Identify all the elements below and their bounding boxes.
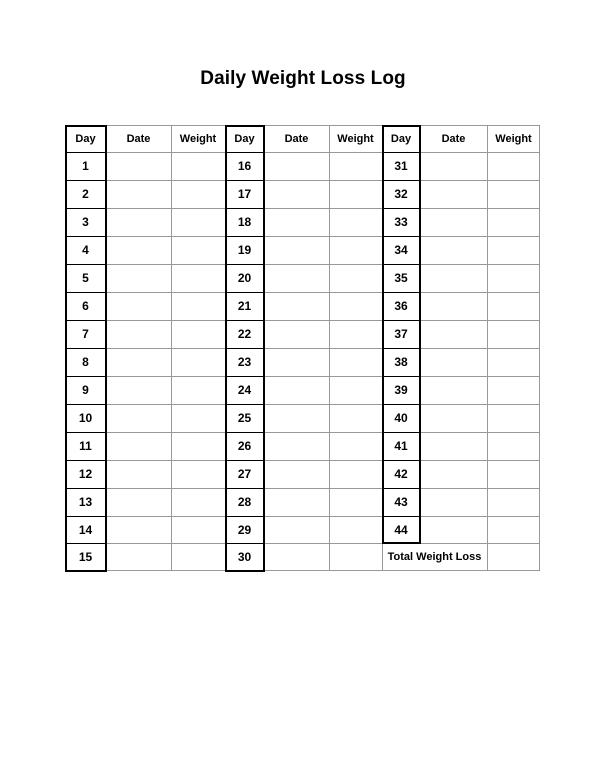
- weight-entry-cell[interactable]: [487, 404, 540, 432]
- day-row-divider: [225, 432, 265, 433]
- date-entry-cell[interactable]: [264, 516, 329, 543]
- weight-entry-cell[interactable]: [329, 376, 382, 404]
- day-row-divider: [382, 152, 421, 153]
- day-number: 13: [78, 495, 93, 509]
- day-row-divider: [65, 376, 107, 377]
- day-number: 22: [237, 327, 252, 341]
- day-number: 6: [82, 299, 89, 313]
- column-header-weight: Weight: [337, 132, 374, 145]
- day-number: 14: [78, 522, 93, 537]
- column-header-date: Date: [441, 132, 466, 145]
- date-entry-cell[interactable]: [420, 488, 487, 516]
- day-row-divider: [65, 236, 107, 237]
- day-row-divider: [382, 320, 421, 321]
- day-row-divider: [382, 376, 421, 377]
- date-entry-cell[interactable]: [264, 432, 329, 460]
- weight-entry-cell[interactable]: [171, 348, 225, 376]
- date-entry-cell[interactable]: [106, 348, 171, 376]
- weight-entry-cell[interactable]: [171, 460, 225, 488]
- date-entry-cell[interactable]: [106, 543, 171, 571]
- date-entry-cell[interactable]: [264, 460, 329, 488]
- weight-entry-cell[interactable]: [487, 152, 540, 180]
- day-number: 25: [237, 411, 252, 425]
- date-entry-cell[interactable]: [264, 488, 329, 516]
- column-header-day: Day: [390, 132, 412, 145]
- date-entry-cell[interactable]: [420, 180, 487, 208]
- day-row-divider: [65, 460, 107, 461]
- weight-entry-cell[interactable]: [171, 320, 225, 348]
- day-number: 3: [82, 215, 89, 229]
- day-row-divider: [225, 152, 265, 153]
- day-number: 21: [237, 299, 252, 313]
- date-entry-cell[interactable]: [420, 292, 487, 320]
- weight-entry-cell[interactable]: [329, 180, 382, 208]
- column-header-date: Date: [284, 132, 309, 145]
- date-entry-cell[interactable]: [420, 432, 487, 460]
- date-entry-cell[interactable]: [106, 152, 171, 180]
- date-entry-cell[interactable]: [264, 152, 329, 180]
- day-row-divider: [382, 292, 421, 293]
- day-row-divider: [65, 488, 107, 489]
- day-row-divider: [225, 543, 265, 544]
- date-entry-cell[interactable]: [420, 348, 487, 376]
- total-weight-loss-label: Total Weight Loss: [387, 551, 482, 563]
- day-number: 15: [78, 550, 93, 564]
- weight-entry-cell[interactable]: [171, 236, 225, 264]
- date-entry-cell[interactable]: [420, 376, 487, 404]
- day-row-divider: [382, 180, 421, 181]
- weight-entry-cell[interactable]: [487, 460, 540, 488]
- day-row-divider: [65, 264, 107, 265]
- day-number: 41: [394, 439, 408, 453]
- day-row-divider: [65, 404, 107, 405]
- date-entry-cell[interactable]: [420, 404, 487, 432]
- day-number: 4: [82, 243, 89, 257]
- day-row-divider: [225, 292, 265, 293]
- day-number: 9: [82, 383, 89, 397]
- date-entry-cell[interactable]: [106, 404, 171, 432]
- weight-entry-cell[interactable]: [487, 320, 540, 348]
- day-row-divider: [225, 180, 265, 181]
- date-entry-cell[interactable]: [264, 348, 329, 376]
- weight-entry-cell[interactable]: [329, 460, 382, 488]
- weight-entry-cell[interactable]: [171, 292, 225, 320]
- weight-entry-cell[interactable]: [487, 236, 540, 264]
- day-number: 17: [237, 187, 252, 201]
- date-entry-cell[interactable]: [106, 516, 171, 543]
- day-row-divider: [225, 348, 265, 349]
- weight-entry-cell[interactable]: [487, 348, 540, 376]
- day-row-divider: [225, 404, 265, 405]
- weight-entry-cell[interactable]: [171, 264, 225, 292]
- day-row-divider: [382, 488, 421, 489]
- date-entry-cell[interactable]: [106, 320, 171, 348]
- day-number: 39: [394, 383, 408, 397]
- day-row-divider: [225, 208, 265, 209]
- date-entry-cell[interactable]: [106, 460, 171, 488]
- day-number: 11: [79, 439, 92, 453]
- column-header-day: Day: [234, 132, 255, 145]
- day-row-divider: [225, 236, 265, 237]
- day-row-divider: [225, 460, 265, 461]
- date-entry-cell[interactable]: [106, 180, 171, 208]
- day-number: 7: [82, 327, 89, 341]
- day-row-divider: [225, 488, 265, 489]
- weight-entry-cell[interactable]: [329, 208, 382, 236]
- date-entry-cell[interactable]: [420, 236, 487, 264]
- day-row-divider: [225, 320, 265, 321]
- date-entry-cell[interactable]: [264, 236, 329, 264]
- date-entry-cell[interactable]: [106, 292, 171, 320]
- day-number: 38: [394, 355, 408, 369]
- day-row-divider: [382, 460, 421, 461]
- weight-entry-cell[interactable]: [171, 516, 225, 543]
- day-number: 2: [82, 187, 89, 201]
- date-entry-cell[interactable]: [420, 208, 487, 236]
- day-row-divider: [65, 152, 107, 153]
- date-entry-cell[interactable]: [264, 543, 329, 571]
- day-number: 12: [78, 467, 93, 481]
- day-row-divider: [382, 236, 421, 237]
- day-number: 28: [237, 495, 252, 509]
- day-number: 34: [394, 243, 408, 257]
- date-entry-cell[interactable]: [420, 460, 487, 488]
- date-entry-cell[interactable]: [106, 488, 171, 516]
- day-row-divider: [65, 292, 107, 293]
- day-number: 27: [237, 467, 252, 481]
- weight-entry-cell[interactable]: [329, 292, 382, 320]
- day-row-divider: [65, 180, 107, 181]
- weight-entry-cell[interactable]: [171, 208, 225, 236]
- total-weight-loss-entry[interactable]: [487, 543, 540, 571]
- day-number: 33: [394, 215, 408, 229]
- date-entry-cell[interactable]: [420, 516, 487, 543]
- day-row-divider: [65, 516, 107, 517]
- weight-entry-cell[interactable]: [329, 152, 382, 180]
- date-entry-cell[interactable]: [106, 264, 171, 292]
- day-number: 37: [394, 327, 408, 341]
- weight-entry-cell[interactable]: [171, 376, 225, 404]
- day-number: 8: [82, 355, 89, 369]
- weight-entry-cell[interactable]: [487, 208, 540, 236]
- day-number: 1: [82, 159, 89, 173]
- day-row-divider: [382, 404, 421, 405]
- day-number: 36: [394, 299, 408, 313]
- day-number: 30: [237, 550, 252, 564]
- day-number: 5: [82, 271, 89, 285]
- day-row-divider: [382, 348, 421, 349]
- day-row-divider: [382, 208, 421, 209]
- date-entry-cell[interactable]: [420, 320, 487, 348]
- day-number: 44: [394, 522, 408, 537]
- weight-entry-cell[interactable]: [171, 432, 225, 460]
- day-row-divider: [225, 376, 265, 377]
- weight-entry-cell[interactable]: [329, 320, 382, 348]
- date-entry-cell[interactable]: [264, 180, 329, 208]
- weight-entry-cell[interactable]: [171, 152, 225, 180]
- day-row-divider: [382, 432, 421, 433]
- weight-entry-cell[interactable]: [329, 432, 382, 460]
- weight-entry-cell[interactable]: [171, 404, 225, 432]
- day-number: 35: [394, 271, 408, 285]
- weight-entry-cell[interactable]: [329, 348, 382, 376]
- column-header-weight: Weight: [495, 132, 532, 145]
- day-number: 20: [237, 271, 252, 285]
- day-row-divider: [65, 543, 107, 544]
- weight-entry-cell[interactable]: [329, 488, 382, 516]
- date-entry-cell[interactable]: [264, 404, 329, 432]
- date-entry-cell[interactable]: [264, 376, 329, 404]
- page-title: Daily Weight Loss Log: [200, 68, 406, 89]
- weight-entry-cell[interactable]: [171, 543, 225, 571]
- day-number: 29: [237, 522, 252, 537]
- weight-entry-cell[interactable]: [487, 516, 540, 543]
- weight-log-table: [65, 125, 540, 571]
- day-number: 16: [237, 159, 252, 173]
- day-number: 31: [394, 159, 408, 173]
- weight-entry-cell[interactable]: [171, 180, 225, 208]
- weight-entry-cell[interactable]: [329, 543, 382, 571]
- weight-entry-cell[interactable]: [329, 264, 382, 292]
- day-number: 23: [237, 355, 252, 369]
- date-entry-cell[interactable]: [420, 152, 487, 180]
- day-row-divider: [225, 264, 265, 265]
- weight-entry-cell[interactable]: [487, 180, 540, 208]
- day-number: 24: [237, 383, 252, 397]
- day-number: 42: [394, 467, 408, 481]
- day-row-divider: [65, 348, 107, 349]
- date-entry-cell[interactable]: [106, 376, 171, 404]
- day-number: 18: [237, 215, 252, 229]
- day-row-divider: [65, 432, 107, 433]
- day-number: 32: [394, 187, 408, 201]
- weight-entry-cell[interactable]: [329, 404, 382, 432]
- day-number: 19: [237, 243, 252, 257]
- weight-entry-cell[interactable]: [329, 236, 382, 264]
- column-header-day: Day: [75, 132, 96, 145]
- weight-entry-cell[interactable]: [171, 488, 225, 516]
- date-entry-cell[interactable]: [264, 264, 329, 292]
- day-row-divider: [382, 516, 421, 517]
- day-row-divider: [65, 208, 107, 209]
- date-entry-cell[interactable]: [264, 292, 329, 320]
- column-header-date: Date: [126, 132, 151, 145]
- date-entry-cell[interactable]: [420, 264, 487, 292]
- date-entry-cell[interactable]: [264, 320, 329, 348]
- column-header-weight: Weight: [179, 132, 217, 145]
- weight-entry-cell[interactable]: [487, 376, 540, 404]
- weight-entry-cell[interactable]: [487, 432, 540, 460]
- day-row-divider: [225, 516, 265, 517]
- date-entry-cell[interactable]: [264, 208, 329, 236]
- date-entry-cell[interactable]: [106, 432, 171, 460]
- day-number: 10: [78, 411, 93, 425]
- day-number: 40: [394, 411, 408, 425]
- weight-entry-cell[interactable]: [487, 488, 540, 516]
- weight-entry-cell[interactable]: [329, 516, 382, 543]
- day-row-divider: [65, 320, 107, 321]
- day-row-divider: [382, 264, 421, 265]
- day-number: 43: [394, 495, 408, 509]
- day-number: 26: [237, 439, 252, 453]
- date-entry-cell[interactable]: [106, 236, 171, 264]
- weight-entry-cell[interactable]: [487, 264, 540, 292]
- date-entry-cell[interactable]: [106, 208, 171, 236]
- weight-entry-cell[interactable]: [487, 292, 540, 320]
